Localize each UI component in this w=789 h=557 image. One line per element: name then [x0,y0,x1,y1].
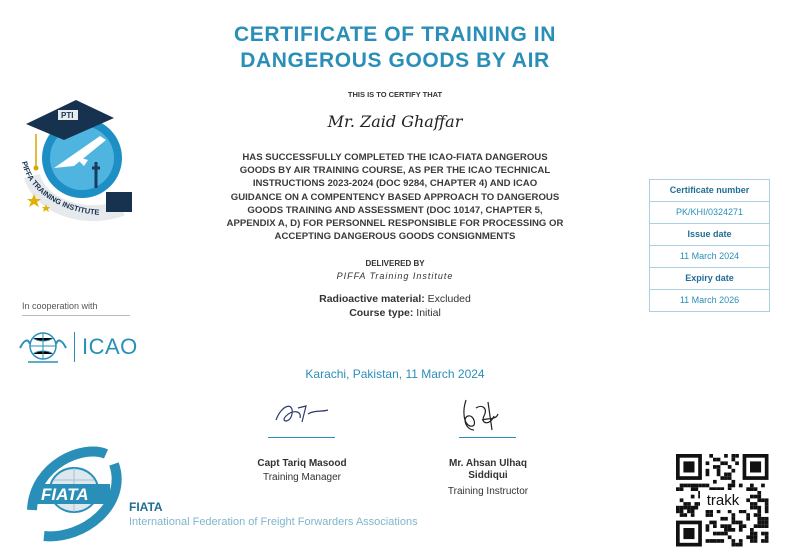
issue-date-label: Issue date [650,224,769,246]
signatory-2-name [418,458,558,482]
certificate-number-label: Certificate number [650,180,769,202]
certify-text: THIS IS TO CERTIFY THAT [347,90,443,99]
icao-separator [74,332,75,362]
signatory-1-name: Capt Tariq Masood [257,458,347,469]
title-line-2: DANGEROUS GOODS BY AIR [240,49,550,72]
title-line-1: CERTIFICATE OF TRAINING IN [233,23,557,46]
cooperation-label: In cooperation with [22,301,98,311]
recipient-name: Mr. Zaid Ghaffar [327,112,463,131]
piffa-badge-text: PTI [61,111,74,120]
issue-date-value: 11 March 2024 [650,246,769,268]
certificate-number-value: PK/KHI/0324271 [650,202,769,224]
fiata-logo [24,444,128,548]
delivered-by-org: PIFFA Training Institute [336,271,454,281]
course-type-label: Course type: [349,307,414,319]
piffa-training-institute-logo [14,96,138,226]
body-line: GOODS BY AIR TRAINING COURSE, AS PER THE ICAO TECHNICAL [239,165,551,177]
fiata-full-name: International Federation of Freight Forwarders Associations [129,516,418,528]
certificate-body [218,151,572,243]
delivered-by-label: DELIVERED BY [365,259,425,268]
fiata-logo-text: FIATA [41,485,89,504]
qr-label: trakk [706,492,740,509]
radioactive-value: Excluded [427,293,471,305]
signature-1 [272,396,332,432]
body-line: APPENDIX A, D) FOR PERSONNEL RESPONSIBLE FOR PROCESSING OR [226,218,564,230]
radioactive-label: Radioactive material: [319,293,425,305]
body-line: INSTRUCTIONS 2023-2024 (DOC 9284, CHAPTER 4) AND ICAO [252,178,538,190]
signatory-2-name-line2: Siddiqui [468,470,508,481]
fiata-name: FIATA [129,500,163,514]
trakk-qr-code[interactable] [676,454,769,547]
signature-line-2 [459,437,516,438]
place-and-date: Karachi, Pakistan, 11 March 2024 [305,367,485,381]
body-line: GUIDANCE ON A COMPENTENCY BASED APPROACH TO DANGEROUS [230,191,560,203]
body-line: HAS SUCCESSFULLY COMPLETED THE ICAO-FIATA DANGEROUS [242,152,548,163]
piffa-arc-text: PIFFA TRAINING INSTITUTE [19,160,100,217]
course-type-line [195,307,595,319]
course-type-value: Initial [416,307,441,319]
signatory-2-name-line1: Mr. Ahsan Ulhaq [449,458,527,469]
signatory-1-role: Training Manager [262,472,341,483]
signatory-2-role: Training Instructor [447,486,529,497]
certificate-details-table [649,179,770,312]
expiry-date-value: 11 March 2026 [679,295,740,305]
expiry-date-label: Expiry date [650,268,769,290]
body-line: ACCEPTING DANGEROUS GOODS CONSIGNMENTS [274,231,516,243]
certificate-title [195,22,595,74]
radioactive-line [195,293,595,305]
icao-emblem-icon [18,326,68,370]
cooperation-divider [22,315,130,316]
icao-text: ICAO [82,334,138,359]
signature-2 [458,394,502,436]
body-line: GOODS TRAINING AND ASSESSMENT (DOC 10147, CHAPTER 5, [247,204,543,216]
signature-line-1 [268,437,335,438]
